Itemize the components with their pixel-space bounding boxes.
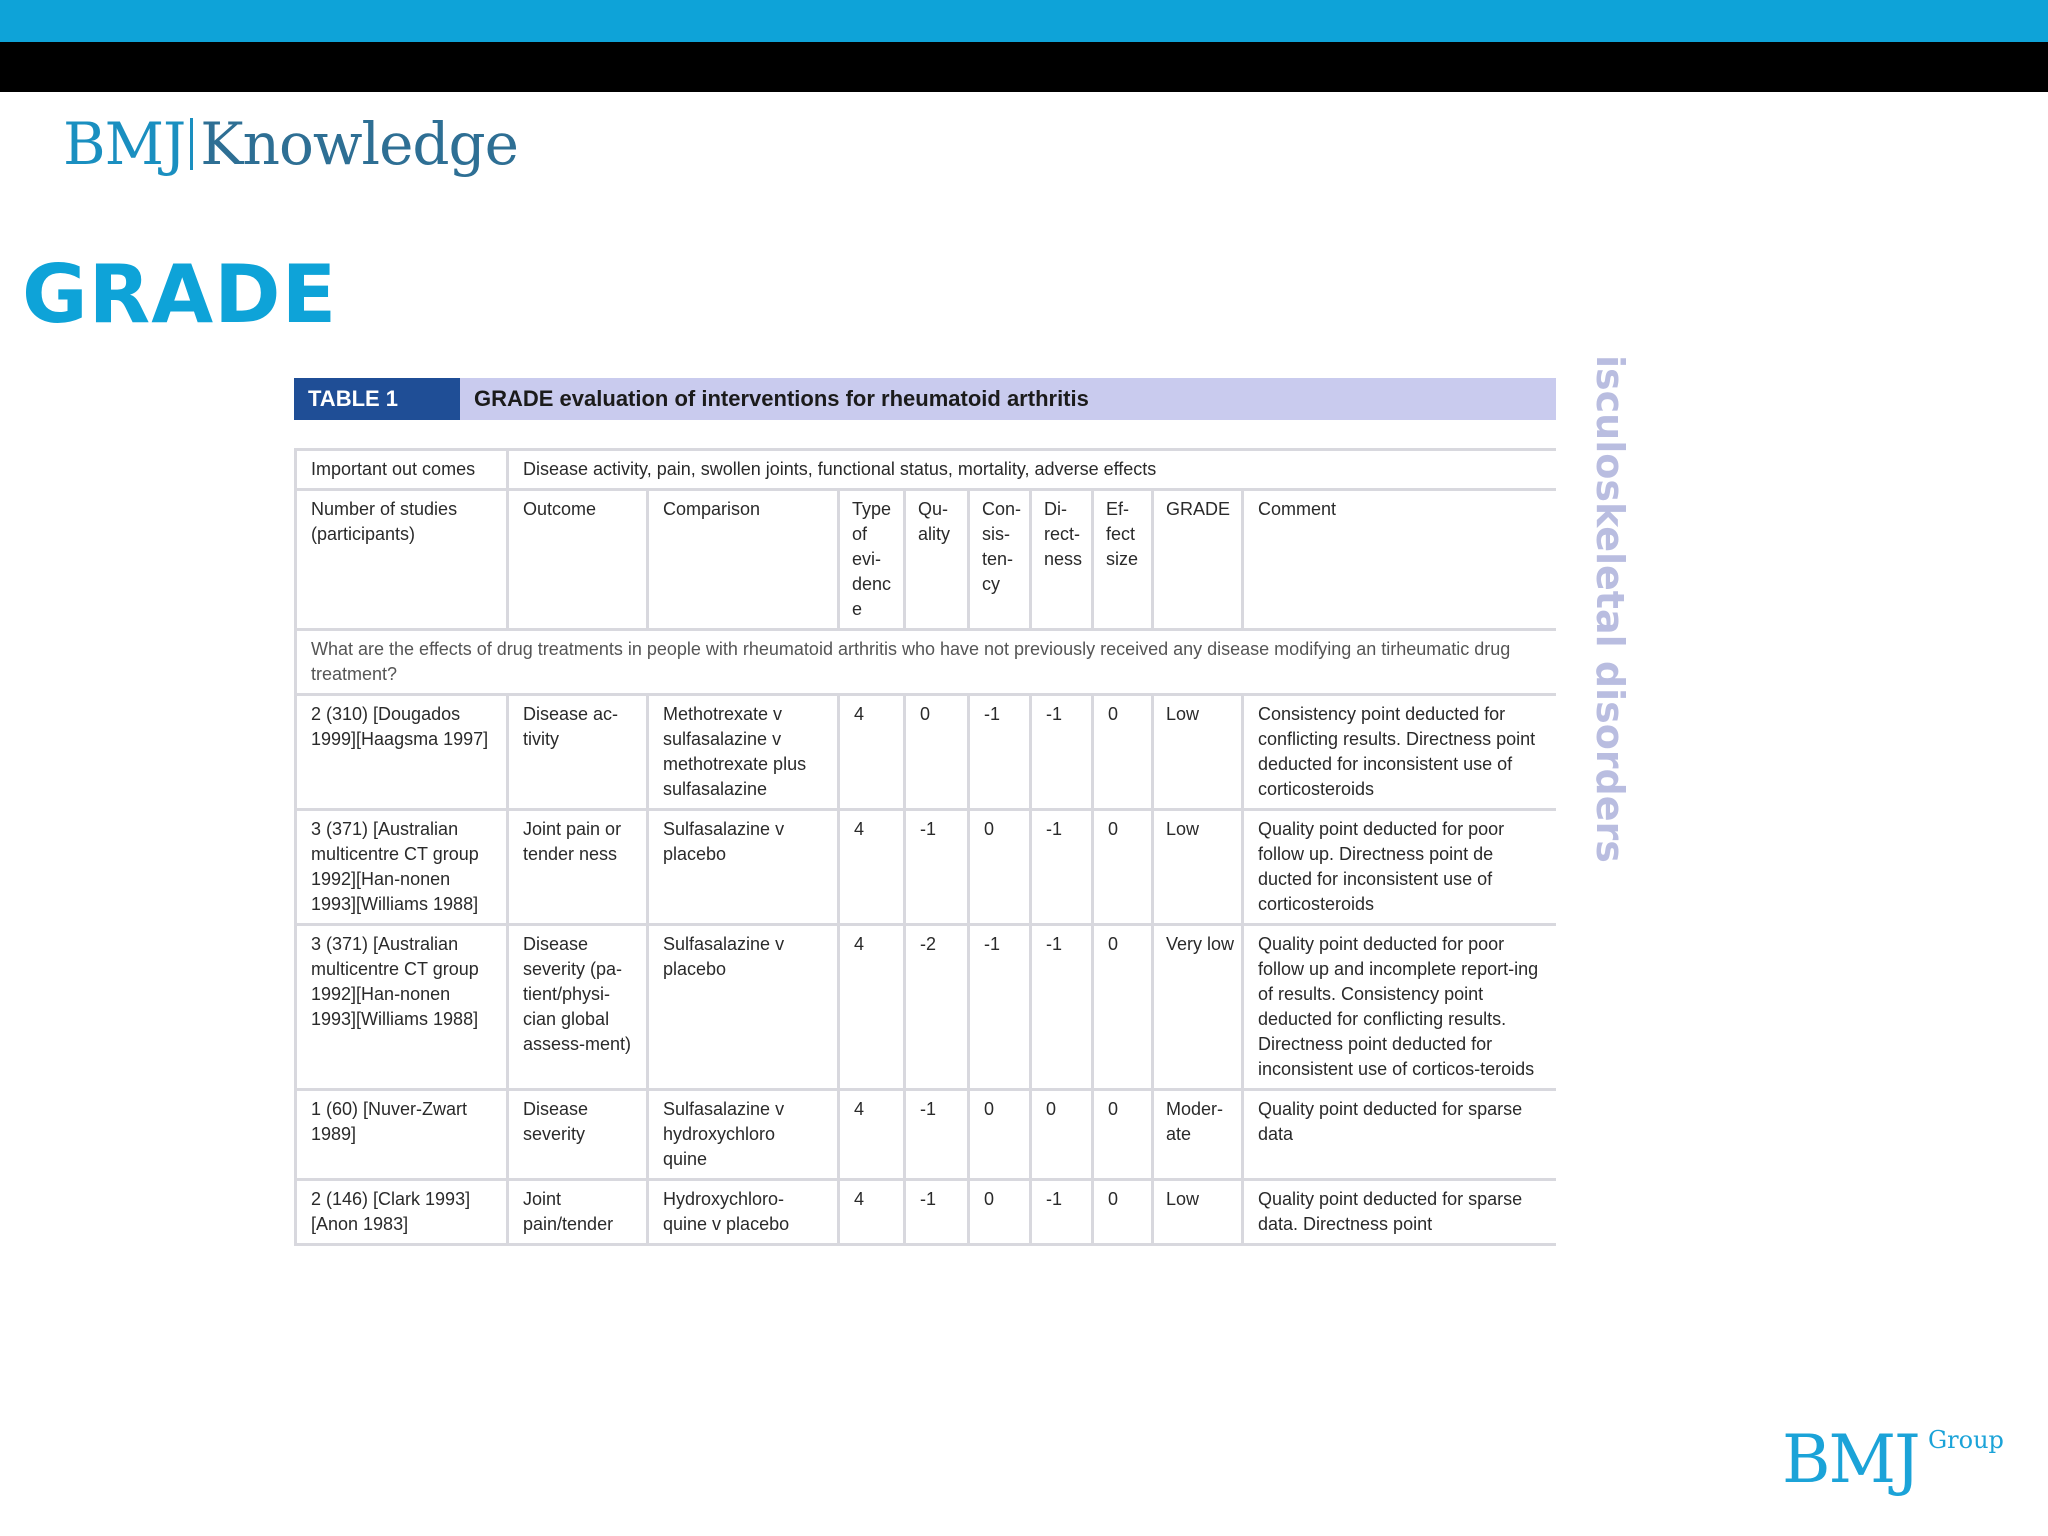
cell-comment: Quality point deducted for sparse data. Directness point — [1243, 1180, 1557, 1245]
cell-studies: 3 (371) [Australian multicentre CT group 1992][Han-nonen 1993][Williams 1988] — [296, 810, 508, 925]
table-row — [296, 810, 1557, 925]
cell-directness: 0 — [1031, 1090, 1093, 1180]
cell-effect-size: 0 — [1093, 925, 1153, 1090]
bmj-group-logo — [1778, 1410, 2018, 1510]
table-caption: GRADE evaluation of interventions for rheumatoid arthritis — [474, 386, 1089, 411]
col-header-grade: GRADE — [1153, 490, 1243, 630]
cell-directness: -1 — [1031, 695, 1093, 810]
logo-knowledge-text: Knowledge — [200, 110, 518, 178]
bmj-knowledge-logo — [63, 110, 518, 178]
cell-consistency: 0 — [969, 1180, 1031, 1245]
cell-effect-size: 0 — [1093, 695, 1153, 810]
cell-comparison: Hydroxychloro-quine v placebo — [648, 1180, 839, 1245]
cell-quality: -1 — [905, 1180, 969, 1245]
vertical-section-label: isculoskeletal disorders — [1588, 355, 1632, 863]
col-header-comparison: Comparison — [648, 490, 839, 630]
question-row — [296, 630, 1557, 695]
col-header-consistency: Con-sis-ten-cy — [969, 490, 1031, 630]
slide-title: GRADE — [22, 248, 338, 341]
cell-grade: Low — [1153, 1180, 1243, 1245]
cell-effect-size: 0 — [1093, 810, 1153, 925]
cell-grade: Moder-ate — [1153, 1090, 1243, 1180]
col-header-directness: Di-rect-ness — [1031, 490, 1093, 630]
cell-outcome: Disease severity — [508, 1090, 648, 1180]
logo-divider — [190, 118, 193, 170]
cell-quality: -2 — [905, 925, 969, 1090]
col-header-effect-size: Ef-fect size — [1093, 490, 1153, 630]
cell-comment: Consistency point deducted for conflicting results. Directness point deducted for inconsistent use of corticosteroids — [1243, 695, 1557, 810]
table-tag: TABLE 1 — [294, 378, 460, 420]
cell-quality: 0 — [905, 695, 969, 810]
cell-grade: Low — [1153, 695, 1243, 810]
cell-studies: 2 (146) [Clark 1993][Anon 1983] — [296, 1180, 508, 1245]
cell-type: 4 — [839, 1090, 905, 1180]
cell-comparison: Sulfasalazine v hydroxychloro quine — [648, 1090, 839, 1180]
cell-outcome: Joint pain or tender ness — [508, 810, 648, 925]
col-header-quality: Qu-ality — [905, 490, 969, 630]
cell-studies: 3 (371) [Australian multicentre CT group 1992][Han-nonen 1993][Williams 1988] — [296, 925, 508, 1090]
column-header-row — [296, 490, 1557, 630]
cell-studies: 2 (310) [Dougados 1999][Haagsma 1997] — [296, 695, 508, 810]
cell-grade: Very low — [1153, 925, 1243, 1090]
cell-outcome: Disease severity (pa-tient/physi-cian global assess-ment) — [508, 925, 648, 1090]
table-row — [296, 1180, 1557, 1245]
cell-studies: 1 (60) [Nuver-Zwart 1989] — [296, 1090, 508, 1180]
cell-comparison: Sulfasalazine v placebo — [648, 810, 839, 925]
cell-comparison: Methotrexate v sulfasalazine v methotrexate plus sulfasalazine — [648, 695, 839, 810]
cell-type: 4 — [839, 810, 905, 925]
cell-consistency: 0 — [969, 810, 1031, 925]
logo-bmj-text: BMJ — [63, 110, 186, 178]
cell-comment: Quality point deducted for sparse data — [1243, 1090, 1557, 1180]
group-logo-group-text: Group — [1928, 1426, 2004, 1454]
cell-quality: -1 — [905, 1090, 969, 1180]
cell-comment: Quality point deducted for poor follow up and incomplete report-ing of results. Consistency point deducted for conflicting results. Directness point deducted for inconsistent use of corticos-teroids — [1243, 925, 1557, 1090]
cell-consistency: -1 — [969, 925, 1031, 1090]
top-black-bar — [0, 42, 2048, 92]
cell-type: 4 — [839, 1180, 905, 1245]
table-row — [296, 695, 1557, 810]
cell-directness: -1 — [1031, 925, 1093, 1090]
cell-directness: -1 — [1031, 810, 1093, 925]
cell-consistency: 0 — [969, 1090, 1031, 1180]
important-outcomes-value: Disease activity, pain, swollen joints, functional status, mortality, adverse effects — [508, 450, 1557, 490]
top-accent-bar — [0, 0, 2048, 42]
table-header-bar — [294, 378, 1556, 420]
important-outcomes-label: Important out comes — [296, 450, 508, 490]
table-row — [296, 925, 1557, 1090]
question-text: What are the effects of drug treatments in people with rheumatoid arthritis who have not previously received any disease modifying an tirheumatic drug treatment? — [296, 630, 1557, 695]
important-outcomes-row — [296, 450, 1557, 490]
group-logo-bmj-text: BMJ — [1782, 1421, 1919, 1498]
cell-outcome: Disease ac-tivity — [508, 695, 648, 810]
cell-grade: Low — [1153, 810, 1243, 925]
col-header-comment: Comment — [1243, 490, 1557, 630]
cell-type: 4 — [839, 925, 905, 1090]
grade-table-figure — [294, 378, 1556, 1318]
cell-quality: -1 — [905, 810, 969, 925]
col-header-studies: Number of studies (participants) — [296, 490, 508, 630]
cell-effect-size: 0 — [1093, 1180, 1153, 1245]
cell-type: 4 — [839, 695, 905, 810]
col-header-outcome: Outcome — [508, 490, 648, 630]
col-header-type: Type of evi-dence — [839, 490, 905, 630]
cell-comparison: Sulfasalazine v placebo — [648, 925, 839, 1090]
grade-table — [294, 448, 1556, 1246]
table-row — [296, 1090, 1557, 1180]
cell-consistency: -1 — [969, 695, 1031, 810]
cell-directness: -1 — [1031, 1180, 1093, 1245]
cell-outcome: Joint pain/tender — [508, 1180, 648, 1245]
cell-effect-size: 0 — [1093, 1090, 1153, 1180]
cell-comment: Quality point deducted for poor follow up. Directness point de ducted for inconsistent use of corticosteroids — [1243, 810, 1557, 925]
